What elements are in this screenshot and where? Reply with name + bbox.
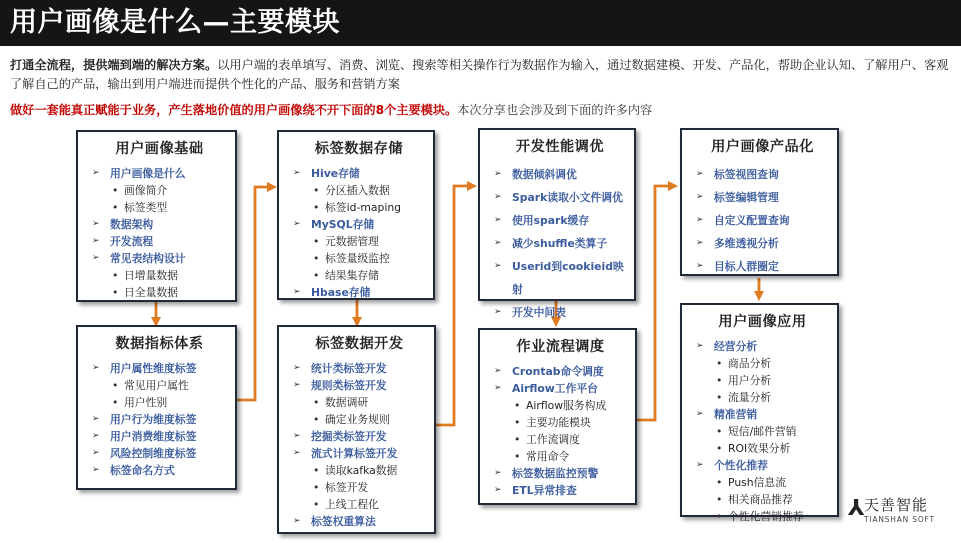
- module-title: 数据指标体系: [115, 336, 204, 352]
- list-item: ➢ 流式计算标签开发: [293, 445, 426, 462]
- list-item: ➢ 用户属性维度标签: [92, 360, 227, 377]
- arrow-scheduling-to-productization: [637, 186, 673, 420]
- list-item: ➢ 数据倾斜调优: [494, 163, 626, 186]
- list-item: • 上线工程化: [293, 496, 426, 513]
- list-item: ➢ Spark读取小文件调优: [494, 186, 626, 209]
- logo-mark-icon: ⅄: [848, 496, 865, 521]
- list-item: ➢ Airflow工作平台: [494, 380, 627, 397]
- list-item: • 用户分析: [696, 372, 829, 389]
- list-item: • 确定业务规则: [293, 411, 426, 428]
- module-item-list: [696, 338, 829, 525]
- module-tag-data-storage: [277, 130, 435, 300]
- module-item-list: [293, 360, 426, 530]
- list-item: • 画像简介: [92, 182, 227, 199]
- list-item: ➢ 多维透视分析: [696, 232, 829, 255]
- intro-rest: 以用户端的表单填写、消费、浏览、搜索等相关操作行为数据作为输入，通过数据建模、开发、产品化，帮助企业认知、了解用户、客观了解自己的产品，输出到用户端进而提供个性化的产品、服务和营销方案: [10, 58, 949, 91]
- module-productization: [680, 128, 839, 276]
- list-item: • 商品分析: [696, 355, 829, 372]
- list-item: • 相关商品推荐: [696, 491, 829, 508]
- list-item: ➢ 标签权重算法: [293, 513, 426, 530]
- list-item: • Airflow服务构成: [494, 397, 627, 414]
- list-item: • 标签id-maping: [293, 199, 425, 216]
- list-item: ➢ 用户画像是什么: [92, 165, 227, 182]
- list-item: • 流量分析: [696, 389, 829, 406]
- list-item: ➢ 常见表结构设计: [92, 250, 227, 267]
- list-item: ➢ 自定义配置查询: [696, 209, 829, 232]
- list-item: ➢ 规则类标签开发: [293, 377, 426, 394]
- brand-logo: [848, 494, 956, 530]
- list-item: • 短信/邮件营销: [696, 423, 829, 440]
- list-item: ➢ 开发流程: [92, 233, 227, 250]
- list-item: ➢ Hive存储: [293, 165, 425, 182]
- module-title: 用户画像产品化: [711, 139, 814, 155]
- list-item: ➢ 经营分析: [696, 338, 829, 355]
- module-item-list: [92, 165, 227, 301]
- list-item: • 结果集存储: [293, 267, 425, 284]
- module-application: [680, 303, 839, 523]
- intro-red: 做好一套能真正赋能于业务，产生落地价值的用户画像绕不开下面的8个主要模块。: [10, 103, 458, 117]
- list-item: ➢ Userid到cookieid映射: [494, 255, 626, 301]
- module-item-list: [494, 363, 627, 499]
- list-item: • 标签量级监控: [293, 250, 425, 267]
- list-item: • 常见用户属性: [92, 377, 227, 394]
- module-title: 标签数据存储: [314, 141, 404, 157]
- list-item: • 分区插入数据: [293, 182, 425, 199]
- intro-bold: 打通全流程，提供端到端的解决方案。: [10, 58, 218, 72]
- module-performance-tuning: [478, 128, 636, 319]
- module-tag-data-development: [277, 325, 436, 534]
- arrow-development-to-tuning: [436, 186, 472, 425]
- list-item: ➢ Hbase存储: [293, 284, 425, 301]
- list-item: ➢ 精准营销: [696, 406, 829, 423]
- list-item: ➢ 数据架构: [92, 216, 227, 233]
- list-item: ➢ 风险控制维度标签: [92, 445, 227, 462]
- module-user-profile-basics: [76, 130, 237, 302]
- intro-tail: 本次分享也会涉及到下面的许多内容: [457, 103, 653, 117]
- list-item: ➢ 用户行为维度标签: [92, 411, 227, 428]
- list-item: ➢ 统计类标签开发: [293, 360, 426, 377]
- list-item: • 工作流调度: [494, 431, 627, 448]
- list-item: • 元数据管理: [293, 233, 425, 250]
- module-item-list: [696, 163, 829, 278]
- list-item: ➢ 标签编辑管理: [696, 186, 829, 209]
- list-item: ➢ 开发中间表: [494, 301, 626, 324]
- list-item: ➢ 标签命名方式: [92, 462, 227, 479]
- list-item: • 主要功能模块: [494, 414, 627, 431]
- module-item-list: [293, 165, 425, 301]
- list-item: • 读取kafka数据: [293, 462, 426, 479]
- list-item: • Push信息流: [696, 474, 829, 491]
- module-title: 作业流程调度: [516, 339, 605, 355]
- module-job-scheduling: [478, 328, 637, 505]
- list-item: ➢ 使用spark缓存: [494, 209, 626, 232]
- list-item: • 常用命令: [494, 448, 627, 465]
- list-item: ➢ MySQL存储: [293, 216, 425, 233]
- list-item: • 用户性别: [92, 394, 227, 411]
- module-title: 标签数据开发: [315, 336, 404, 352]
- list-item: • ROI效果分析: [696, 440, 829, 457]
- list-item: ➢ 标签数据监控预警: [494, 465, 627, 482]
- list-item: • 数据调研: [293, 394, 426, 411]
- list-item: ➢ Crontab命令调度: [494, 363, 627, 380]
- list-item: ➢ 目标人群圈定: [696, 255, 829, 278]
- list-item: ➢ 标签视图查询: [696, 163, 829, 186]
- module-item-list: [92, 360, 227, 479]
- logo-chinese-name: 天善智能: [864, 496, 929, 514]
- list-item: ➢ 挖掘类标签开发: [293, 428, 426, 445]
- list-item: • 个性化营销推荐: [696, 508, 829, 525]
- module-title: 用户画像应用: [718, 314, 807, 330]
- module-data-metrics-system: [76, 325, 237, 490]
- list-item: ➢ 个性化推荐: [696, 457, 829, 474]
- list-item: • 日增量数据: [92, 267, 227, 284]
- list-item: • 标签类型: [92, 199, 227, 216]
- arrow-metrics-to-storage: [237, 187, 272, 400]
- module-item-list: [494, 163, 626, 324]
- list-item: • 日全量数据: [92, 284, 227, 301]
- module-title: 用户画像基础: [115, 141, 204, 157]
- list-item: ➢ 减少shuffle类算子: [494, 232, 626, 255]
- slide-title: 用户画像是什么—主要模块: [0, 0, 961, 46]
- list-item: • 标签开发: [293, 479, 426, 496]
- list-item: ➢ 用户消费维度标签: [92, 428, 227, 445]
- logo-english-name: TIANSHAN SOFT: [864, 515, 935, 524]
- list-item: ➢ ETL异常排查: [494, 482, 627, 499]
- module-title: 开发性能调优: [515, 139, 605, 155]
